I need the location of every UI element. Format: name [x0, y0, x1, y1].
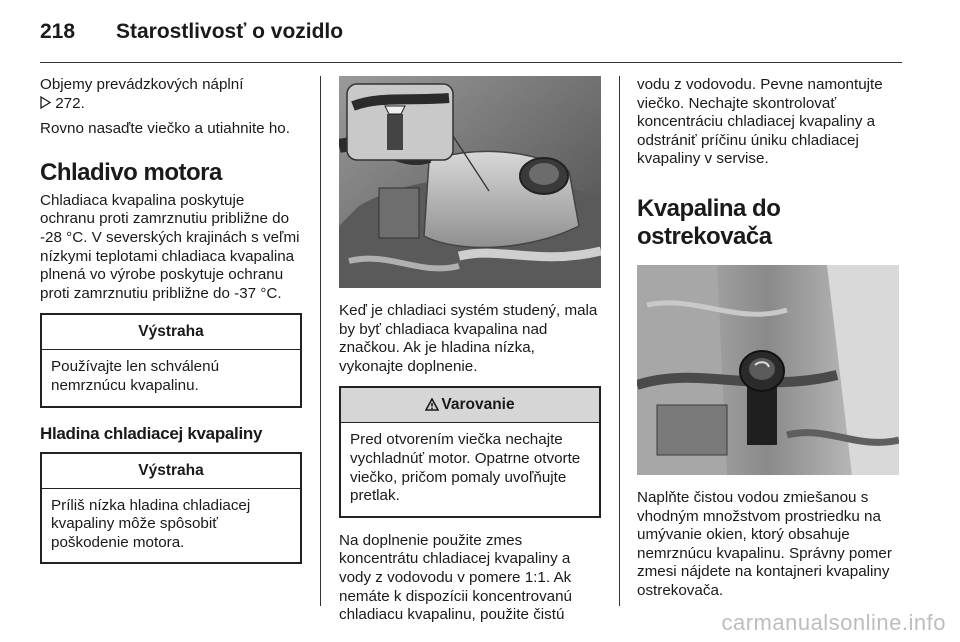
- caution-title: Varovanie: [441, 396, 515, 414]
- column-3: [637, 76, 899, 601]
- warning-triangle-icon: [425, 390, 439, 424]
- coolant-text: Chladiaca kvapalina poskytuje ochranu proti zamrznutiu približne do -28 °C. V severských krajinách s veľmi nízkymi teplotami chladiaca kvapalina plnená vo výrobe poskytuje ochranu proti zamrznutiu približne do -37 °C.: [40, 191, 300, 302]
- chapter-title: Starostlivosť o vozidlo: [116, 20, 344, 43]
- subheading-coolant-level: Hladina chladiacej kvapaliny: [40, 423, 263, 443]
- watermark: carmanualsonline.info: [721, 610, 946, 635]
- column-divider: [320, 76, 321, 606]
- caution-box: [339, 386, 601, 517]
- warning-box: [40, 313, 302, 407]
- caution-title-bar: [341, 388, 599, 423]
- section-heading-coolant: Chladivo motora: [40, 158, 222, 186]
- page-number: 218: [40, 20, 76, 43]
- washer-reservoir-photo: [637, 265, 899, 475]
- page-reference-number: 272.: [55, 94, 85, 112]
- column-divider: [619, 76, 620, 606]
- coolant-check-text: Keď je chladiaci systém studený, mala by byť chladiaca kvapalina nad značkou. Ak je hladina nízka, vykonajte doplnenie.: [339, 302, 598, 375]
- warning-text: Používajte len schválenú nemrznúcu kvapalinu.: [51, 358, 220, 394]
- washer-fluid-text: Naplňte čistou vodou zmiešanou s vhodným množstvom prostriedku na umývanie okien, ktorý obsahuje nemrznúcu kvapalinu. Správny pomer zmesi nájdete na kontajneri kvapaliny ostrekovača.: [637, 488, 892, 599]
- coolant-reservoir-photo: [339, 76, 601, 288]
- warning-title: Výstraha: [42, 315, 300, 350]
- page-header: [40, 18, 902, 63]
- warning-box: [40, 452, 302, 565]
- intro-instruction: Rovno nasaďte viečko a utiahnite ho.: [40, 120, 290, 138]
- caution-text: Pred otvorením viečka nechajte vychladnúť motor. Opatrne otvorte viečko, pričom pomaly uvoľňujte pretlak.: [350, 431, 581, 505]
- column-2: [339, 76, 601, 625]
- ref-arrow-icon: [40, 96, 51, 115]
- continuation-text: vodu z vodovodu. Pevne namontujte viečko. Nechajte skontrolovať koncentráciu chladiacej kvapaliny a odstrániť príčinu úniku chladiacej kvapaliny v servise.: [637, 76, 883, 168]
- page-reference[interactable]: [40, 95, 302, 115]
- section-heading-washer-fluid: Kvapalina do ostrekovača: [637, 194, 781, 250]
- refill-text: Na doplnenie použite zmes koncentrátu chladiacej kvapaliny a vody z vodovodu v pomere 1:1. Ak nemáte k dispozícii koncentrovanú chladiacu kvapalinu, použite čistú: [339, 531, 573, 624]
- intro-line: Objemy prevádzkových náplní: [40, 76, 244, 93]
- warning-text: Príliš nízka hladina chladiacej kvapaliny môže spôsobiť poškodenie motora.: [51, 496, 251, 551]
- column-1: [40, 76, 302, 564]
- warning-title: Výstraha: [42, 454, 300, 489]
